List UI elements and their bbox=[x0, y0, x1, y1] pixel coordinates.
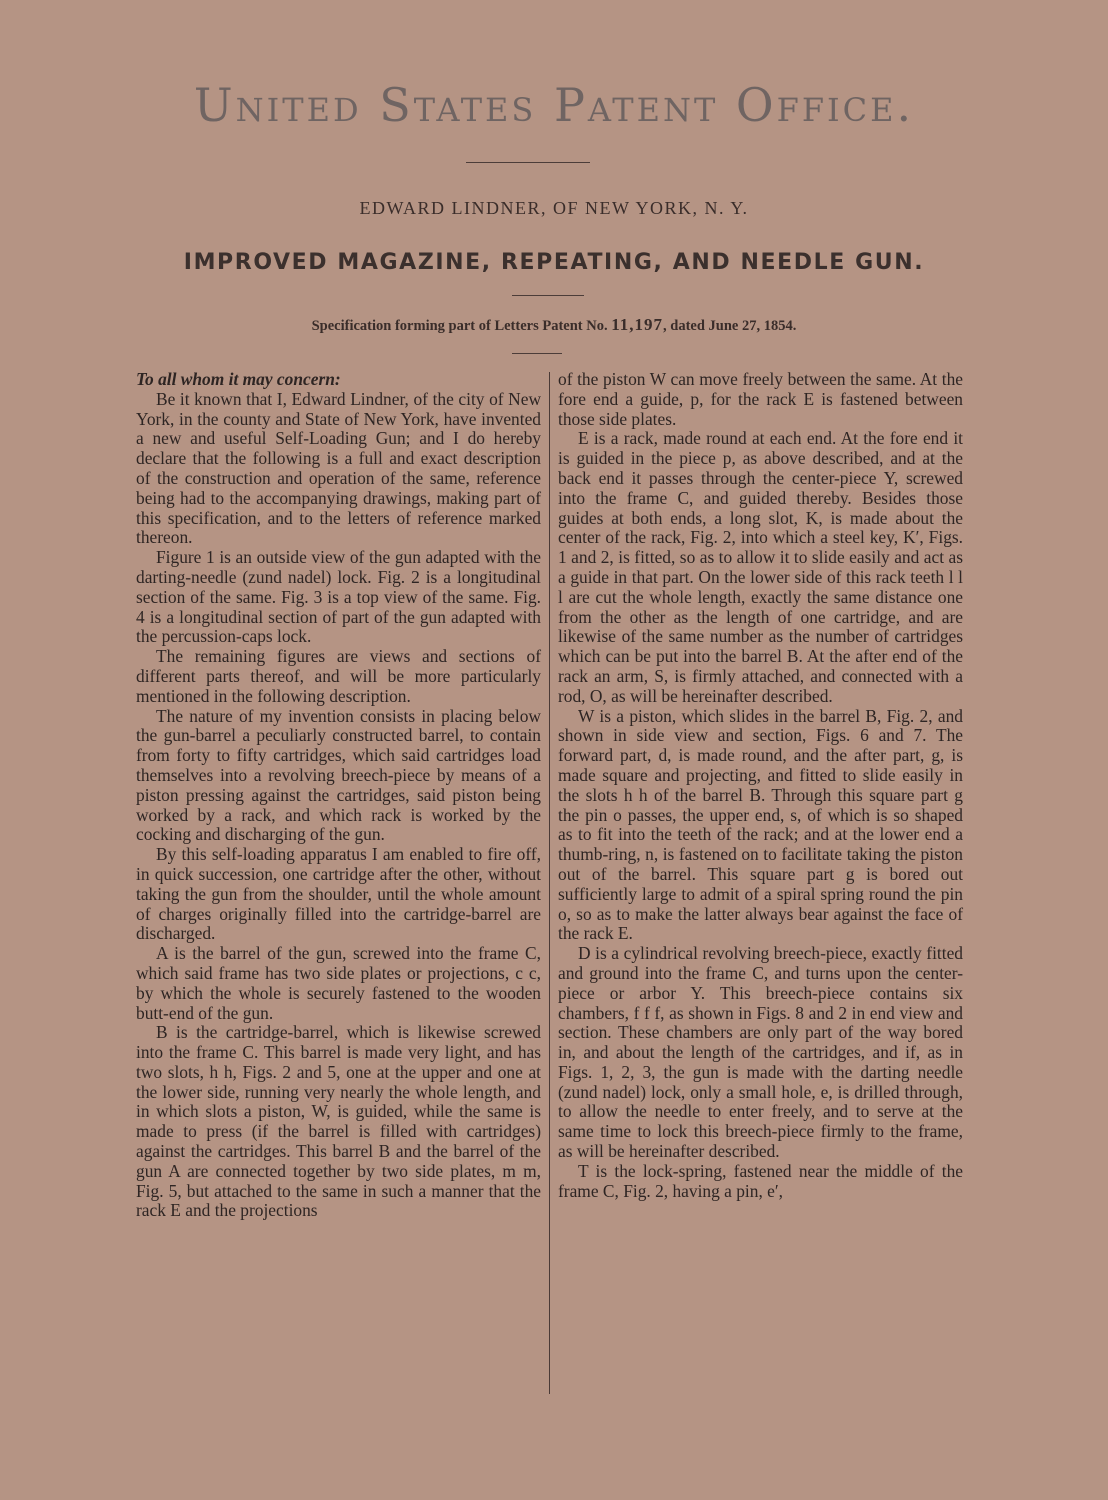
paragraph: Be it known that I, Edward Lindner, of the city of New York, in the county and State of New York, have invented a new and useful Self-Loading Gun; and I do hereby declare that the following is a full and exact description of the construction and operation of the same, reference being had to the accompanying drawings, making part of this specification, and to the letters of reference marked thereon. bbox=[136, 388, 541, 548]
spec-rule bbox=[512, 353, 562, 354]
specification-line bbox=[0, 315, 1108, 335]
paragraph: of the piston W can move freely between the same. At the fore end a guide, p, for the rack E is fastened between those side plates. bbox=[558, 369, 963, 429]
paragraph: The nature of my invention consists in placing below the gun-barrel a peculiarly constructed barrel, to contain from forty to fifty cartridges, which said cartridges load themselves into a revolving breech-piece by means of a piston pressing against the cartridges, said piston being worked by a rack, and which rack is worked by the cocking and discharging of the gun. bbox=[136, 705, 541, 845]
invention-title: IMPROVED MAGAZINE, REPEATING, AND NEEDLE GUN. bbox=[183, 250, 925, 275]
right-column bbox=[558, 370, 963, 1201]
patent-number: 11,197 bbox=[611, 315, 664, 334]
paragraph: B is the cartridge-barrel, which is likewise screwed into the frame C. This barrel is made very light, and has two slots, h h, Figs. 2 and 5, one at the upper and one at the lower side, running very nearly the whole length, and in which slots a piston, W, is guided, while the same is made to press (if the barrel is filled with cartridges) against the cartridges. This barrel B and the barrel of the gun A are connected together by two side plates, m m, Fig. 5, but attached to the same in such a manner that the rack E and the projections bbox=[136, 1022, 541, 1221]
salutation: To all whom it may concern: bbox=[136, 369, 341, 389]
paragraph: Figure 1 is an outside view of the gun adapted with the darting-needle (zund nadel) lock. Fig. 2 is a longitudinal section of the same. Fig. 3 is a top view of the same. Fig. 4 is a longitudinal section of part of the gun adapted with the percussion-caps lock. bbox=[136, 547, 541, 647]
paragraph: E is a rack, made round at each end. At the fore end it is guided in the piece p, as above described, and at the back end it passes through the center-piece Y, screwed into the frame C, and guided thereby. Besides those guides at both ends, a long slot, K, is made about the center of the rack, Fig. 2, into which a steel key, K′, Figs. 1 and 2, is fitted, so as to allow it to slide easily and act as a guide in that part. On the lower side of this rack teeth l l l are cut the whole length, exactly the same distance one from the other as the length of one cartridge, and are likewise of the same number as the number of cartridges which can be put into the barrel B. At the after end of the rack an arm, S, is firmly attached, and connected with a rod, O, as will be hereinafter described. bbox=[558, 428, 963, 706]
spec-prefix: Specification forming part of Letters Patent No. bbox=[311, 318, 608, 334]
title-rule bbox=[466, 162, 590, 163]
office-title: United States Patent Office. bbox=[193, 78, 915, 132]
inventor-line: EDWARD LINDNER, OF NEW YORK, N. Y. bbox=[359, 198, 749, 218]
paragraph: T is the lock-spring, fastened near the middle of the frame C, Fig. 2, having a pin, e′, bbox=[558, 1160, 963, 1201]
paragraph: D is a cylindrical revolving breech-piece, exactly fitted and ground into the frame C, and turns upon the center-piece or arbor Y. This breech-piece contains six chambers, f f f, as shown in Figs. 8 and 2 in end view and section. These chambers are only part of the way bored in, and about the length of the cartridges, and if, as in Figs. 1, 2, 3, the gun is made with the darting needle (zund nadel) lock, only a small hole, e, is drilled through, to allow the needle to enter freely, and to serve at the same time to lock this breech-piece firmly to the frame, as will be hereinafter described. bbox=[558, 943, 963, 1162]
spec-suffix: , dated June 27, 1854. bbox=[663, 318, 797, 334]
paragraph: The remaining figures are views and sections of different parts thereof, and will be more particularly mentioned in the following description. bbox=[136, 646, 541, 706]
title-rule-2 bbox=[512, 295, 584, 296]
column-divider bbox=[549, 372, 550, 1394]
paragraph: W is a piston, which slides in the barrel B, Fig. 2, and shown in side view and section, Figs. 6 and 7. The forward part, d, is made round, and the after part, g, is made square and projecting, and fitted to slide easily in the slots h h of the barrel B. Through this square part g the pin o passes, the upper end, s, of which is so shaped as to fit into the teeth of the rack; and at the lower end a thumb-ring, n, is fastened on to facilitate taking the piston out of the barrel. This square part g is bored out sufficiently large to admit of a spiral spring round the pin o, so as to make the latter always bear against the face of the rack E. bbox=[558, 705, 963, 944]
left-column bbox=[136, 370, 541, 1221]
paragraph: By this self-loading apparatus I am enabled to fire off, in quick succession, one cartridge after the other, without taking the gun from the shoulder, until the whole amount of charges originally filled into the cartridge-barrel are discharged. bbox=[136, 844, 541, 944]
paragraph: A is the barrel of the gun, screwed into the frame C, which said frame has two side plates or projections, c c, by which the whole is securely fastened to the wooden butt-end of the gun. bbox=[136, 943, 541, 1023]
